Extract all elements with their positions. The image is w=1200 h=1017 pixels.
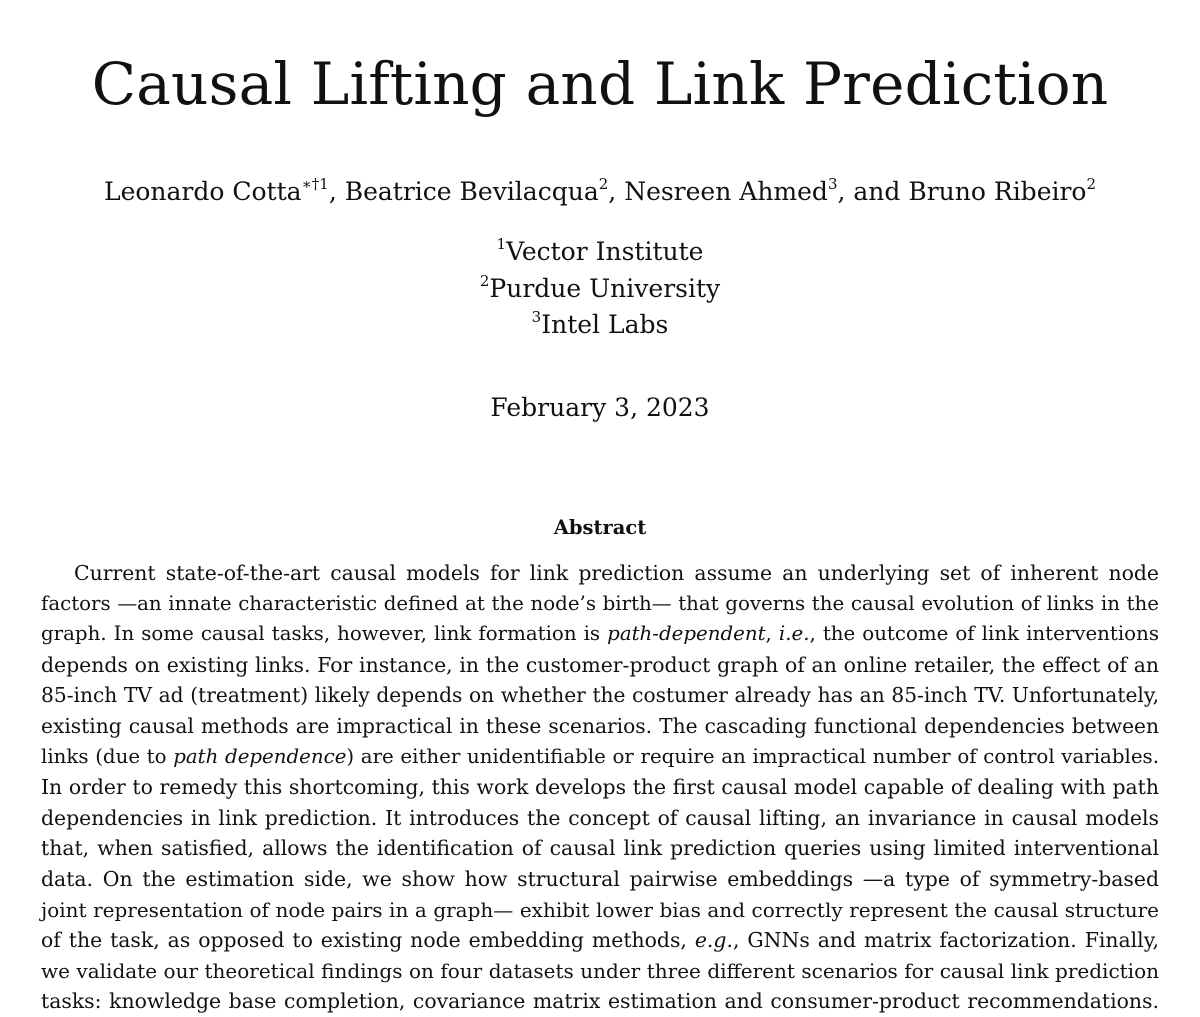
author [345, 177, 609, 206]
affiliation-mark: 1 [496, 235, 507, 253]
author [624, 177, 837, 206]
abstract-text: , GNNs and matrix factorization. Finally, [732, 928, 1159, 953]
abstract-text: that, when satisfied, allows the identification of causal link prediction queries using limited interventional [41, 836, 1159, 861]
author-name: Beatrice Bevilacqua [344, 177, 599, 206]
author-separator: , [328, 177, 345, 206]
abstract-text: we validate our theoretical findings on four datasets under three different scenarios for causal link prediction [41, 958, 1159, 983]
abstract-text: ) are either unidentifiable or require an impractical number of control variables. [346, 744, 1159, 768]
affiliation-mark: 2 [479, 271, 490, 290]
abstract-text: 85-inch TV ad (treatment) likely depends on whether the costumer already has an 85-inch TV. Unfortunately, [41, 683, 1159, 708]
abstract-heading: Abstract [553, 516, 647, 539]
abstract-emphasis: e.g. [694, 928, 733, 953]
affiliation-mark: 3 [531, 308, 542, 326]
abstract-line [41, 864, 1159, 895]
abstract-emphasis: path-dependent [607, 622, 766, 646]
abstract-body [41, 558, 1159, 1017]
abstract-line [41, 772, 1159, 803]
affiliation-name: Vector Institute [506, 237, 704, 266]
abstract-text: In order to remedy this shortcoming, this work develops the first causal model capable of dealing with path [41, 775, 1159, 800]
affiliation-name: Intel Labs [541, 310, 669, 339]
affiliation-mark: ∗†1 [301, 175, 329, 193]
paper-title: Causal Lifting and Link Prediction [91, 50, 1109, 118]
abstract-text: factors —an innate characteristic defined at the node’s birth— that governs the causal evolution of links in the [41, 591, 1159, 615]
abstract-text: Current state-of-the-art causal models for link prediction assume an underlying set of inherent node [74, 561, 1159, 585]
abstract-line [41, 986, 1159, 1017]
abstract-text: dependencies in link prediction. It introduces the concept of causal lifting, an invariance in causal models [41, 805, 1159, 830]
abstract-text: graph. In some causal tasks, however, link formation is [41, 622, 608, 646]
abstract-text: tasks: knowledge base completion, covariance matrix estimation and consumer-product recommendations. [41, 989, 1159, 1014]
abstract-text: existing causal methods are impractical in these scenarios. The cascading functional dependencies between [41, 713, 1159, 738]
abstract-text: joint representation of node pairs in a graph— exhibit lower bias and correctly represent the causal structure [41, 897, 1159, 922]
abstract-line [41, 925, 1159, 956]
affiliation [0, 234, 1200, 271]
abstract-text: data. On the estimation side, we show how structural pairwise embeddings —a type of symmetry-based [41, 866, 1159, 891]
author-name: Bruno Ribeiro [908, 177, 1087, 206]
abstract-emphasis: i.e. [778, 622, 810, 646]
abstract-line [41, 895, 1159, 926]
abstract-line [41, 956, 1159, 987]
abstract-line [41, 742, 1159, 773]
abstract-line [41, 589, 1159, 620]
affiliation [0, 271, 1200, 308]
abstract-text: links (due to [41, 744, 174, 768]
abstract-text: , [765, 622, 779, 646]
abstract-line [41, 803, 1159, 834]
abstract-text: , the outcome of link interventions [809, 622, 1159, 646]
author-name: Leonardo Cotta [103, 177, 302, 206]
abstract-emphasis: path dependence [173, 744, 347, 768]
affiliation [0, 307, 1200, 344]
abstract-line [41, 650, 1159, 681]
abstract-text: depends on existing links. For instance, in the customer-product graph of an online retailer, the effect of an [41, 652, 1159, 677]
affiliation-mark: 2 [598, 175, 609, 193]
abstract-text: of the task, as opposed to existing node embedding methods, [41, 928, 695, 953]
author [908, 177, 1096, 206]
author-list [0, 172, 1200, 212]
affiliation-mark: 3 [827, 175, 838, 193]
affiliation-list [0, 234, 1200, 344]
abstract-line [41, 833, 1159, 864]
author-name: Nesreen Ahmed [624, 177, 828, 206]
abstract-line [41, 711, 1159, 742]
paper-date: February 3, 2023 [490, 393, 710, 422]
abstract-line [41, 619, 1159, 650]
author-separator: , and [837, 177, 909, 206]
abstract-line [41, 680, 1159, 711]
affiliation-name: Purdue University [489, 273, 721, 303]
affiliation-mark: 2 [1086, 175, 1097, 193]
author [104, 177, 329, 206]
author-separator: , [608, 177, 625, 206]
abstract-line [41, 558, 1159, 589]
